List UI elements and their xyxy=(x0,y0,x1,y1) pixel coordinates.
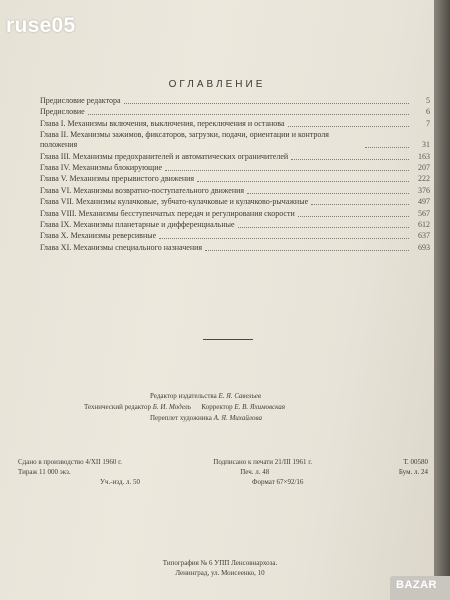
toc-entry-label: Глава VII. Механизмы кулачковые, зубчато-кулачковые и кулачково-рычажные xyxy=(40,197,309,207)
toc-entry-page: 376 xyxy=(418,185,430,195)
imprint-cell: Бум. л. 24 xyxy=(398,468,428,476)
imprint-block xyxy=(18,457,428,487)
toc-entry-label: Предисловие xyxy=(40,107,85,117)
credits-block xyxy=(0,391,434,424)
toc-leader xyxy=(311,204,409,205)
toc-entry-page: 163 xyxy=(418,151,430,161)
credit-role: Корректор xyxy=(201,403,233,411)
credit-role: Переплет художника xyxy=(150,414,212,422)
toc-entry-label: Глава VI. Механизмы возвратно-поступательного движения xyxy=(40,185,245,195)
toc-leader xyxy=(247,193,409,194)
toc-entry-label: Глава IX. Механизмы планетарные и дифференциальные xyxy=(40,219,235,229)
imprint-cell: Подписано к печати 21/III 1961 г. xyxy=(213,458,313,466)
imprint-row xyxy=(18,467,428,477)
toc-entry-label: Глава XI. Механизмы специального назначения xyxy=(40,242,203,252)
toc-entry-label: Глава II. Механизмы зажимов, фиксаторов, загрузки, подачи, ориентации и контроля положения xyxy=(40,130,329,150)
toc-leader xyxy=(159,238,409,239)
credit-name: А. Я. Михайлова xyxy=(213,414,262,422)
toc-leader xyxy=(124,103,409,104)
toc-entry-page: 207 xyxy=(418,162,430,172)
toc-leader xyxy=(197,181,409,182)
toc-leader xyxy=(205,250,409,251)
printer-line: Ленинград, ул. Моисеенко, 10 xyxy=(175,569,265,577)
table-of-contents xyxy=(40,96,430,254)
toc-entry-page: 5 xyxy=(426,96,430,105)
toc-leader xyxy=(238,227,409,228)
toc-leader xyxy=(291,159,409,160)
toc-entry-label: Глава X. Механизмы реверсивные xyxy=(40,231,157,241)
toc-entry xyxy=(40,197,430,207)
toc-entry xyxy=(40,130,430,150)
toc-entry-label: Глава VIII. Механизмы бесступенчатых передач и регулирования скорости xyxy=(40,208,295,218)
separator-rule xyxy=(203,339,253,340)
credit-name: Е. В. Яхимовская xyxy=(234,403,285,411)
imprint-row xyxy=(18,477,428,487)
watermark-text: ruse05 xyxy=(6,14,76,37)
credit-role: Технический редактор xyxy=(84,403,152,411)
toc-entry-page: 31 xyxy=(422,140,430,150)
toc-entry xyxy=(40,96,430,106)
imprint-cell: Сдано в производство 4/XII 1960 г. xyxy=(18,458,122,466)
page-edge-shadow xyxy=(434,0,450,600)
toc-entry xyxy=(40,231,430,241)
toc-entry xyxy=(40,174,430,184)
toc-leader xyxy=(365,147,409,148)
credit-line xyxy=(0,413,434,424)
toc-entry-page: 637 xyxy=(418,231,430,241)
credit-role: Редактор издательства xyxy=(150,392,217,400)
toc-entry xyxy=(40,152,430,162)
credit-name: Б. И. Модель xyxy=(152,403,191,411)
toc-entry-page: 222 xyxy=(418,174,430,184)
toc-heading: ОГЛАВЛЕНИЕ xyxy=(168,79,266,90)
imprint-cell: Формат 67×92/16 xyxy=(252,478,304,486)
toc-entry-label: Глава I. Механизмы включения, выключения, переключения и останова xyxy=(40,118,285,128)
imprint-cell: Печ. л. 48 xyxy=(240,468,270,476)
imprint-cell: Уч.-изд. л. 50 xyxy=(100,478,140,486)
credit-name: Е. Я. Савельев xyxy=(218,392,261,400)
printer-info xyxy=(0,558,434,578)
toc-entry xyxy=(40,163,430,173)
toc-entry xyxy=(40,220,430,230)
toc-entry xyxy=(40,107,430,117)
toc-entry-page: 693 xyxy=(418,242,430,252)
toc-entry xyxy=(40,209,430,219)
imprint-cell: Т. 00580 xyxy=(403,458,428,466)
toc-entry-label: Глава IV. Механизмы блокирующие xyxy=(40,162,163,172)
credit-line xyxy=(0,402,434,413)
toc-leader xyxy=(165,170,409,171)
toc-leader xyxy=(88,114,409,115)
toc-leader xyxy=(288,126,410,127)
corner-logo xyxy=(390,576,450,600)
toc-entry-label: Предисловие редактора xyxy=(40,96,121,105)
toc-entry-page: 612 xyxy=(418,219,430,229)
toc-entry-label: Глава III. Механизмы предохранителей и автоматических ограничителей xyxy=(40,151,289,161)
toc-entry-page: 7 xyxy=(426,118,430,128)
imprint-row xyxy=(18,457,428,467)
toc-entry xyxy=(40,119,430,129)
toc-entry xyxy=(40,243,430,253)
printer-line: Типография № 6 УПП Ленсовнархоза. xyxy=(162,559,278,567)
toc-entry-label: Глава V. Механизмы прерывистого движения xyxy=(40,174,195,184)
imprint-cell: Тираж 11 000 экз. xyxy=(18,468,71,476)
toc-entry-page: 567 xyxy=(418,208,430,218)
corner-logo-text: BAZAR xyxy=(396,579,437,591)
toc-entry-page: 6 xyxy=(426,107,430,117)
toc-entry xyxy=(40,186,430,196)
toc-leader xyxy=(298,216,409,217)
toc-entry-page: 497 xyxy=(418,197,430,207)
credit-line xyxy=(0,391,434,402)
